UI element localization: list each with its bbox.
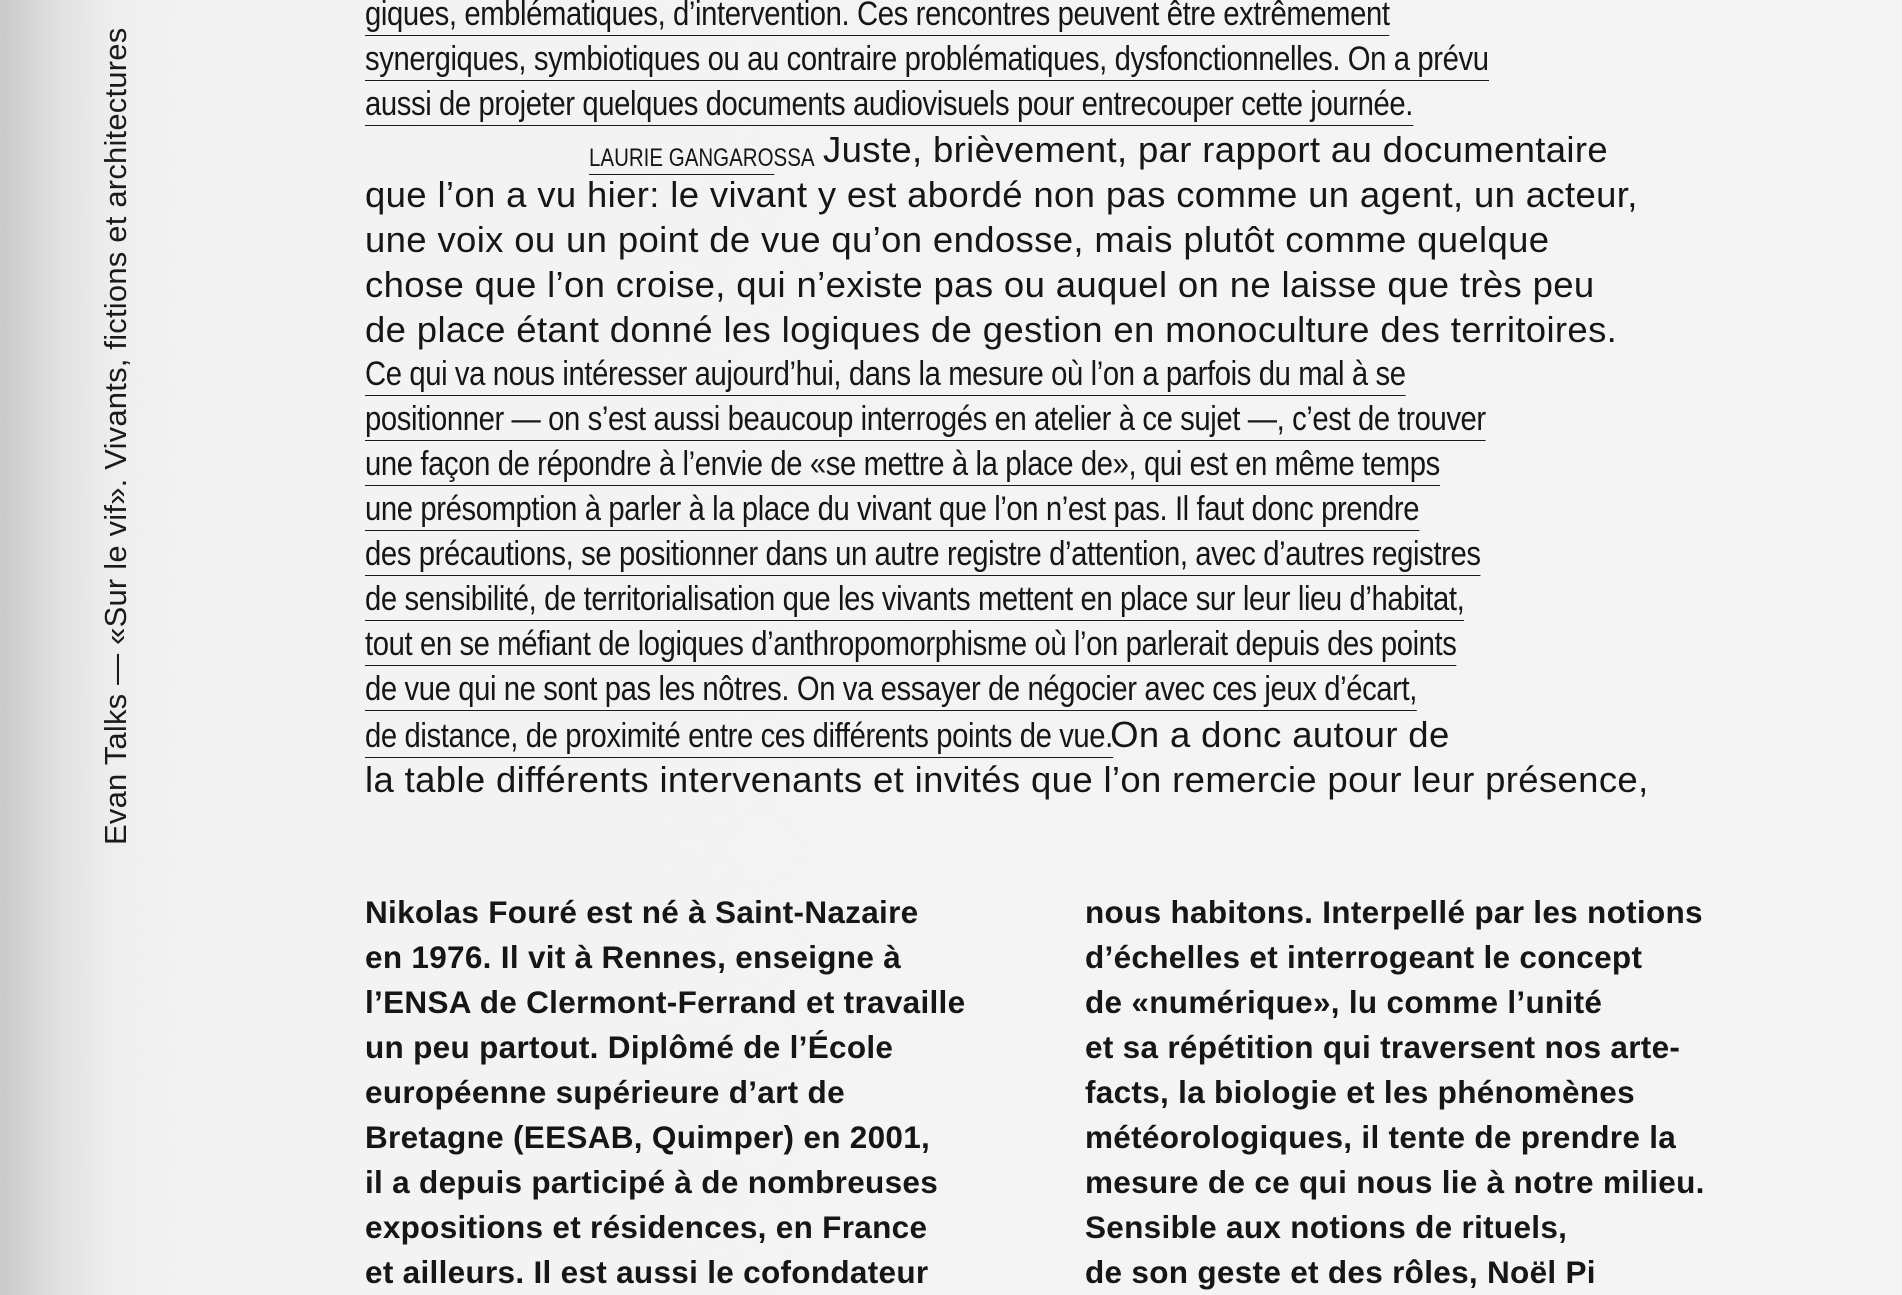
bio-line: l’ENSA de Clermont-Ferrand et travaille: [365, 984, 966, 1020]
bio-line: et sa répétition qui traversent nos arte-: [1085, 1029, 1681, 1065]
bio-line: Bretagne (EESAB, Quimper) en 2001,: [365, 1119, 931, 1155]
intro-line: synergiques, symbiotiques ou au contraire problématiques, dysfonctionnelles. On a prévu: [365, 37, 1785, 82]
speech-line: que l’on a vu hier: le vivant y est abordé non pas comme un agent, un acteur,: [365, 174, 1638, 215]
running-head: Evan Talks — «Sur le vif». Vivants, fictions et architectures: [98, 27, 133, 845]
underlined-line: des précautions, se positionner dans un autre registre d’attention, avec d’autres registres: [365, 532, 1785, 577]
underlined-line: Ce qui va nous intéresser aujourd’hui, dans la mesure où l’on a parfois du mal à se: [365, 352, 1785, 397]
bio-line: météorologiques, il tente de prendre la: [1085, 1119, 1677, 1155]
bio-line: nous habitons. Interpellé par les notions: [1085, 894, 1703, 930]
underlined-line: tout en se méfiant de logiques d’anthropomorphisme où l’on parlerait depuis des points: [365, 622, 1785, 667]
underlined-line: une façon de répondre à l’envie de «se mettre à la place de», qui est en même temps: [365, 442, 1785, 487]
underlined-line: une présomption à parler à la place du vivant que l’on n’est pas. Il faut donc prendre: [365, 487, 1785, 532]
bio-line: il a depuis participé à de nombreuses: [365, 1164, 939, 1200]
bio-line: Sensible aux notions de rituels,: [1085, 1209, 1568, 1245]
bio-line: mesure de ce qui nous lie à notre milieu.: [1085, 1164, 1705, 1200]
bio-line: en 1976. Il vit à Rennes, enseigne à: [365, 939, 902, 975]
speech-line: LAURIE GANGAROSSA Juste, brièvement, par rapport au documentaire: [365, 127, 1785, 172]
bio-line: expositions et résidences, en France: [365, 1209, 928, 1245]
mixed-line: de distance, de proximité entre ces différents points de vue. On a donc autour de: [365, 712, 1785, 757]
speech-line: chose que l’on croise, qui n’existe pas ou auquel on ne laisse que très peu: [365, 264, 1595, 305]
bio-line: de son geste et des rôles, Noël Pi: [1085, 1254, 1596, 1290]
bio-column-right: [1085, 890, 1705, 1295]
bio-column-left: [365, 890, 965, 1295]
speech-line: une voix ou un point de vue qu’on endosse, mais plutôt comme quelque: [365, 219, 1550, 260]
bio-line: de «numérique», lu comme l’unité: [1085, 984, 1603, 1020]
bio-line: facts, la biologie et les phénomènes: [1085, 1074, 1635, 1110]
transcript: [365, 0, 1785, 802]
bio-line: un peu partout. Diplômé de l’École: [365, 1029, 894, 1065]
speaker-name: LAURIE GANGAROSSA: [589, 143, 774, 175]
speech-line: de place étant donné les logiques de gestion en monoculture des territoires.: [365, 309, 1618, 350]
intro-line: aussi de projeter quelques documents audiovisuels pour entrecouper cette journée.: [365, 82, 1785, 127]
bio-line: Nikolas Fouré est né à Saint-Nazaire: [365, 894, 919, 930]
underlined-line: de sensibilité, de territorialisation que les vivants mettent en place sur leur lieu d’habitat,: [365, 577, 1785, 622]
underlined-line: positionner — on s’est aussi beaucoup interrogés en atelier à ce sujet —, c’est de trouver: [365, 397, 1785, 442]
closing-line: la table différents intervenants et invités que l’on remercie pour leur présence,: [365, 759, 1649, 800]
intro-line: giques, emblématiques, d’intervention. Ces rencontres peuvent être extrêmement: [365, 0, 1785, 37]
bio-line: européenne supérieure d’art de: [365, 1074, 845, 1110]
bio-line: d’échelles et interrogeant le concept: [1085, 939, 1643, 975]
bio-line: et ailleurs. Il est aussi le cofondateur: [365, 1254, 929, 1290]
underlined-line: de vue qui ne sont pas les nôtres. On va essayer de négocier avec ces jeux d’écart,: [365, 667, 1785, 712]
